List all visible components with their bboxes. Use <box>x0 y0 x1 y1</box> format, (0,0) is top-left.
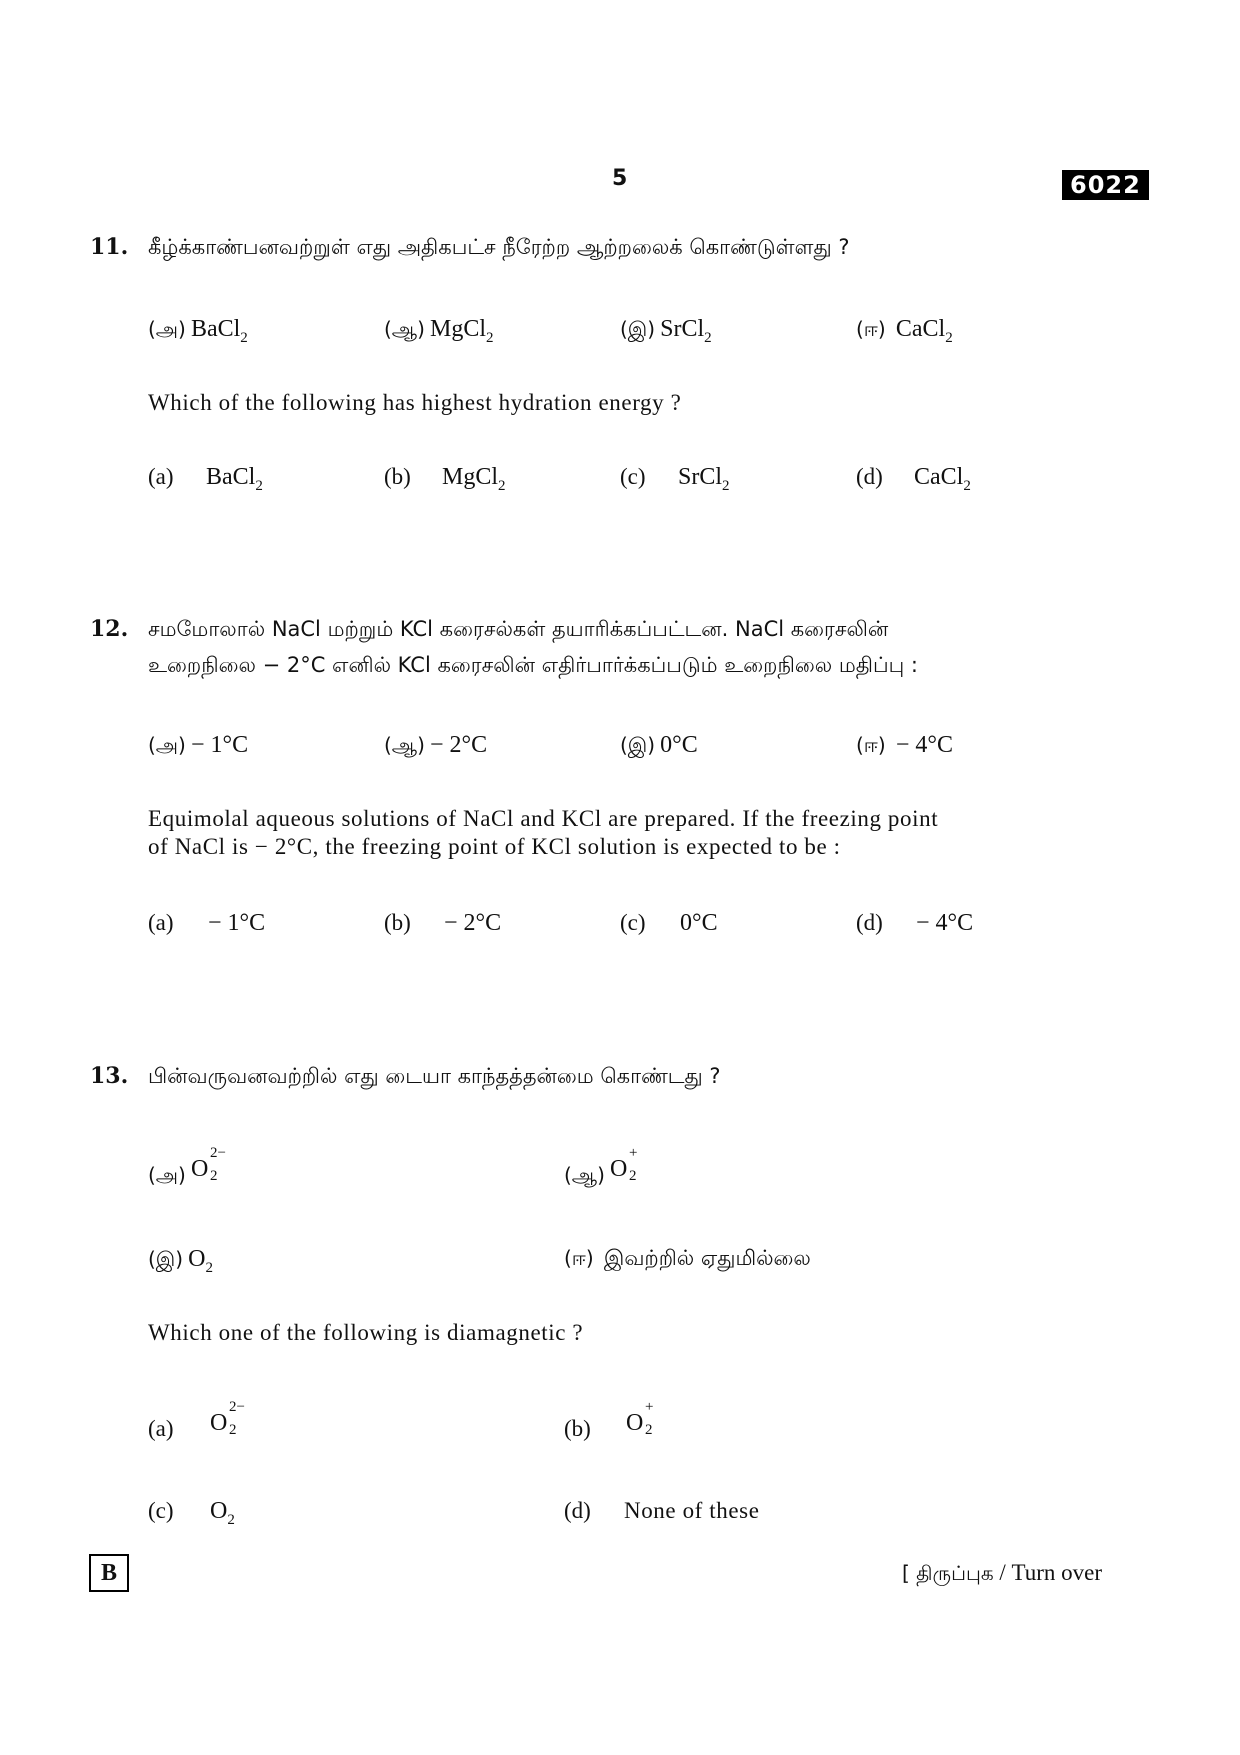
question-text-english: Which of the following has highest hydration energy ? <box>148 390 682 415</box>
option-c: (c) 0°C <box>620 910 718 936</box>
option-tamil-a: (அ) − 1°C <box>148 732 249 758</box>
option-tamil-d: (ஈ) − 4°C <box>856 732 954 758</box>
option-a: (a) − 1°C <box>148 910 266 936</box>
question-text-tamil: கீழ்க்காண்பனவற்றுள் எது அதிகபட்ச நீரேற்ற ஆற்றலைக் கொண்டுள்ளது ? <box>148 235 850 259</box>
option-tamil-c: (இ) $O_2$ <box>148 1246 213 1276</box>
option-tamil-b: (ஆ) − 2°C <box>384 732 488 758</box>
booklet-series-box: B <box>89 1554 129 1592</box>
option-d: (d) None of these <box>564 1498 760 1523</box>
option-c: (c) $O_2$ <box>148 1498 235 1528</box>
paper-code-badge: 6022 <box>1062 170 1149 200</box>
question-text-tamil-line1: சமமோலால் NaCl மற்றும் KCl கரைசல்கள் தயாரிக்கப்பட்டன. NaCl கரைசலின் <box>148 617 889 641</box>
turn-over-note: [ திருப்புக / Turn over <box>902 1560 1103 1585</box>
question-text-english-line1: Equimolal aqueous solutions of NaCl and KCl are prepared. If the freezing point <box>148 806 939 831</box>
page-number: 5 <box>612 166 628 191</box>
question-number: 12. <box>90 616 129 642</box>
option-b: (b) MgCl$_2$ <box>384 464 506 494</box>
option-tamil-b: (ஆ) O + 2 <box>564 1145 638 1187</box>
option-tamil-d: (ஈ) CaCl$_2$ <box>856 316 953 346</box>
option-b: (b) − 2°C <box>384 910 502 936</box>
question-number: 11. <box>90 234 129 260</box>
option-tamil-d: (ஈ) இவற்றில் ஏதுமில்லை <box>564 1246 811 1270</box>
option-b: (b) O + 2 <box>564 1399 654 1441</box>
question-text-english-line2: of NaCl is − 2°C, the freezing point of KCl solution is expected to be : <box>148 834 841 859</box>
question-text-tamil-line2: உறைநிலை − 2°C எனில் KCl கரைசலின் எதிர்பார்க்கப்படும் உறைநிலை மதிப்பு : <box>148 653 918 677</box>
question-text-tamil: பின்வருவனவற்றில் எது டையா காந்தத்தன்மை கொண்டது ? <box>148 1064 721 1088</box>
question-number: 13. <box>90 1063 129 1089</box>
option-tamil-c: (இ) SrCl$_2$ <box>620 316 712 346</box>
option-tamil-c: (இ) 0°C <box>620 732 698 758</box>
option-tamil-a: (அ) BaCl$_2$ <box>148 316 248 346</box>
option-d: (d) CaCl$_2$ <box>856 464 971 494</box>
option-a: (a) BaCl$_2$ <box>148 464 263 494</box>
option-c: (c) SrCl$_2$ <box>620 464 730 494</box>
question-text-english: Which one of the following is diamagnetic ? <box>148 1320 584 1345</box>
option-a: (a) O 2− 2 <box>148 1399 245 1441</box>
option-tamil-b: (ஆ) MgCl$_2$ <box>384 316 494 346</box>
option-d: (d) − 4°C <box>856 910 974 936</box>
option-tamil-a: (அ) O 2− 2 <box>148 1145 226 1187</box>
